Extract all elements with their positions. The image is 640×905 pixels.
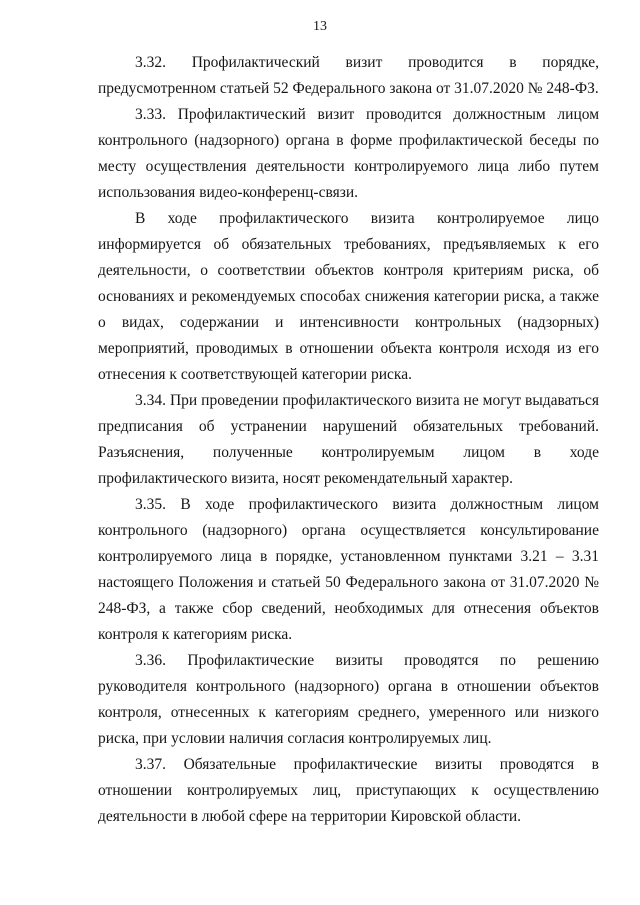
paragraph-3-33: 3.33. Профилактический визит проводится должностным лицом контрольного (надзорного) органа в форме профилактической беседы по месту осуществления деятельности контролируемого лица либо путем использования видео-конференц-связи. bbox=[98, 106, 599, 201]
paragraph-3-36: 3.36. Профилактические визиты проводятся по решению руководителя контрольного (надзорного) органа в отношении объектов контроля, отнесенных к категориям среднего, умеренного или низкого риска, при условии наличия согласия контролируемых лиц. bbox=[98, 652, 599, 747]
paragraph-3-34: 3.34. При проведении профилактического визита не могут выдаваться предписания об устранении нарушений обязательных требований. Разъяснения, полученные контролируемым лицом в ходе профилактического визита, носят рекомендательный характер. bbox=[98, 392, 599, 487]
paragraph-3-37: 3.37. Обязательные профилактические визиты проводятся в отношении контролируемых лиц, приступающих к осуществлению деятельности в любой сфере на территории Кировской области. bbox=[98, 756, 599, 825]
page-number: 13 bbox=[313, 19, 327, 34]
paragraph-3-33-continuation: В ходе профилактического визита контролируемое лицо информируется об обязательных требованиях, предъявляемых к его деятельности, о соответствии объектов контроля критериям риска, об основаниях и рекомендуемых способах снижения категории риска, а также о видах, содержании и интенсивности контрольных (надзорных) мероприятий, проводимых в отношении объекта контроля исходя из его отнесения к соответствующей категории риска. bbox=[98, 210, 599, 383]
paragraph-3-35: 3.35. В ходе профилактического визита должностным лицом контрольного (надзорного) органа осуществляется консультирование контролируемого лица в порядке, установленном пунктами 3.21 – 3.31 настоящего Положения и статьей 50 Федерального закона от 31.07.2020 № 248-ФЗ, а также сбор сведений, необходимых для отнесения объектов контроля к категориям риска. bbox=[98, 496, 599, 643]
paragraph-3-32: 3.32. Профилактический визит проводится в порядке, предусмотренном статьей 52 Федерального закона от 31.07.2020 № 248-ФЗ. bbox=[98, 54, 599, 97]
